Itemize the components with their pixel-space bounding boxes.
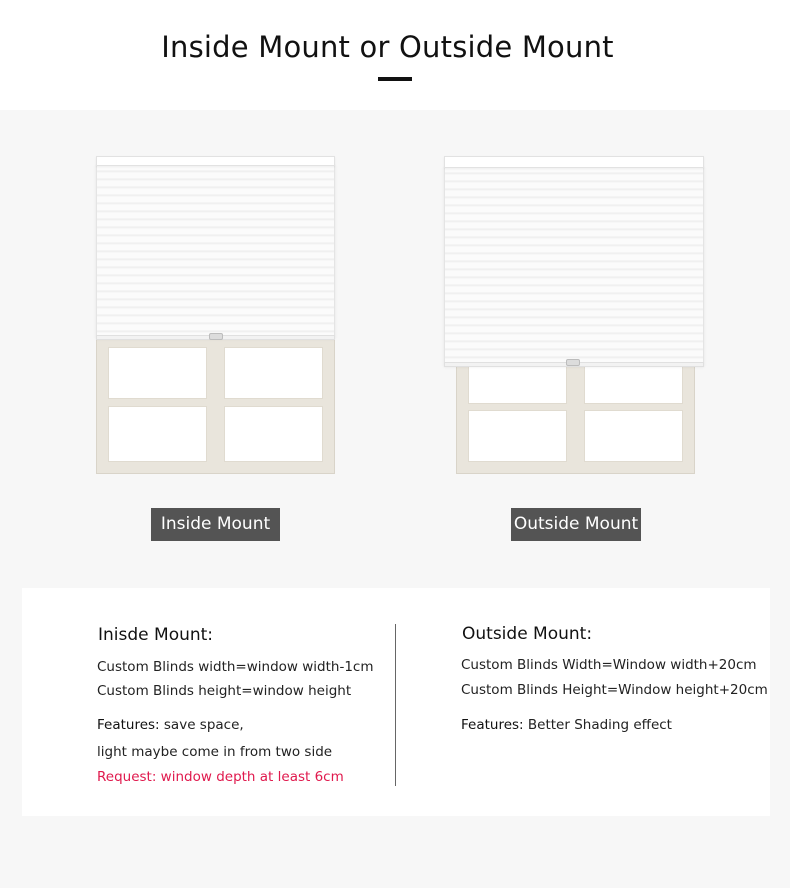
blind-handle (209, 333, 223, 340)
blind-headrail (444, 156, 704, 168)
outside-width-rule: Custom Blinds Width=Window width+20cm (461, 657, 757, 673)
inside-width-rule: Custom Blinds width=window width-1cm (97, 659, 374, 675)
window-pane (108, 406, 207, 462)
outside-info-title: Outside Mount: (462, 624, 593, 644)
inside-mount-badge: Inside Mount (151, 508, 280, 541)
blind-headrail (96, 156, 335, 166)
window-pane (224, 406, 323, 462)
cellular-blind (444, 166, 704, 366)
inside-info-title: Inisde Mount: (98, 625, 214, 645)
window-pane (108, 347, 207, 399)
outside-height-rule: Custom Blinds Height=Window height+20cm (461, 682, 768, 698)
title-underline (378, 77, 412, 81)
cellular-blind (96, 164, 335, 338)
window-pane (584, 366, 683, 404)
outside-features-label: Features: (461, 717, 524, 733)
inside-features-text: save space, (159, 717, 244, 733)
inside-request-text: window depth at least 6cm (156, 769, 344, 785)
outside-features-text: Better Shading effect (523, 717, 672, 733)
inside-features-label: Features: (97, 717, 160, 733)
outside-features (461, 717, 672, 733)
inside-request-label: Request: (97, 769, 157, 785)
window-pane (468, 410, 567, 462)
window-pane (584, 410, 683, 462)
outside-mount-badge: Outside Mount (511, 508, 641, 541)
inside-request (97, 769, 344, 785)
inside-features-2: light maybe come in from two side (97, 744, 333, 760)
column-divider (395, 624, 396, 786)
page-title: Inside Mount or Outside Mount (161, 30, 614, 64)
mount-info-panel (22, 588, 770, 816)
inside-height-rule: Custom Blinds height=window height (97, 683, 352, 699)
window-pane (468, 366, 567, 404)
blind-handle (566, 359, 580, 366)
inside-features (97, 717, 244, 733)
window-pane (224, 347, 323, 399)
